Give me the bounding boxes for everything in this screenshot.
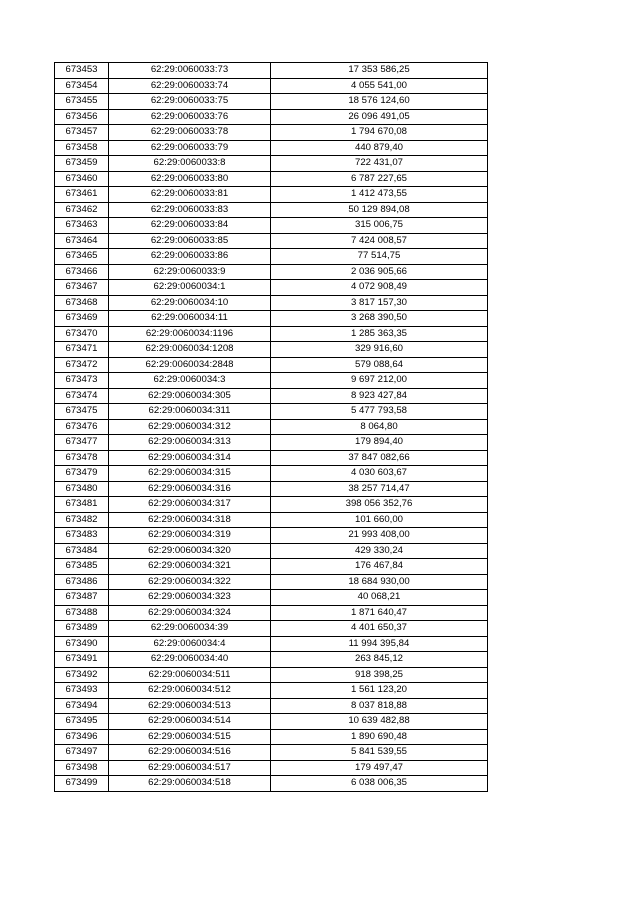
cadastral-number-cell: 62:29:0060033:80 xyxy=(109,171,271,187)
cadastral-number-cell: 62:29:0060034:324 xyxy=(109,605,271,621)
row-number-cell: 673462 xyxy=(55,202,109,218)
table-row xyxy=(55,202,488,218)
cadastral-number-cell: 62:29:0060033:79 xyxy=(109,140,271,156)
table-row xyxy=(55,543,488,559)
table-row xyxy=(55,466,488,482)
table-row xyxy=(55,652,488,668)
table-row xyxy=(55,156,488,172)
row-number-cell: 673498 xyxy=(55,760,109,776)
row-number-cell: 673456 xyxy=(55,109,109,125)
table-row xyxy=(55,404,488,420)
row-number-cell: 673493 xyxy=(55,683,109,699)
row-number-cell: 673484 xyxy=(55,543,109,559)
cadastral-value-cell: 5 841 539,55 xyxy=(271,745,488,761)
cadastral-value-cell: 8 064,80 xyxy=(271,419,488,435)
row-number-cell: 673468 xyxy=(55,295,109,311)
row-number-cell: 673457 xyxy=(55,125,109,141)
cadastral-value-cell: 5 477 793,58 xyxy=(271,404,488,420)
cadastral-number-cell: 62:29:0060033:73 xyxy=(109,63,271,79)
cadastral-value-cell: 1 285 363,35 xyxy=(271,326,488,342)
table-row xyxy=(55,264,488,280)
row-number-cell: 673473 xyxy=(55,373,109,389)
table-row xyxy=(55,388,488,404)
cadastral-value-cell: 11 994 395,84 xyxy=(271,636,488,652)
cadastral-number-cell: 62:29:0060034:313 xyxy=(109,435,271,451)
cadastral-number-cell: 62:29:0060034:40 xyxy=(109,652,271,668)
cadastral-value-cell: 26 096 491,05 xyxy=(271,109,488,125)
cadastral-number-cell: 62:29:0060034:515 xyxy=(109,729,271,745)
row-number-cell: 673467 xyxy=(55,280,109,296)
table-row xyxy=(55,714,488,730)
table-row xyxy=(55,667,488,683)
cadastral-number-cell: 62:29:0060034:517 xyxy=(109,760,271,776)
cadastral-number-cell: 62:29:0060034:11 xyxy=(109,311,271,327)
cadastral-value-cell: 179 894,40 xyxy=(271,435,488,451)
cadastral-number-cell: 62:29:0060034:323 xyxy=(109,590,271,606)
table-row xyxy=(55,311,488,327)
cadastral-value-cell: 18 684 930,00 xyxy=(271,574,488,590)
cadastral-value-cell: 4 072 908,49 xyxy=(271,280,488,296)
cadastral-number-cell: 62:29:0060033:84 xyxy=(109,218,271,234)
row-number-cell: 673488 xyxy=(55,605,109,621)
row-number-cell: 673464 xyxy=(55,233,109,249)
cadastral-value-cell: 429 330,24 xyxy=(271,543,488,559)
cadastral-number-cell: 62:29:0060034:518 xyxy=(109,776,271,792)
cadastral-number-cell: 62:29:0060034:4 xyxy=(109,636,271,652)
row-number-cell: 673478 xyxy=(55,450,109,466)
cadastral-number-cell: 62:29:0060034:514 xyxy=(109,714,271,730)
cadastral-number-cell: 62:29:0060034:319 xyxy=(109,528,271,544)
table-row xyxy=(55,63,488,79)
row-number-cell: 673483 xyxy=(55,528,109,544)
cadastral-value-cell: 179 497,47 xyxy=(271,760,488,776)
cadastral-number-cell: 62:29:0060033:75 xyxy=(109,94,271,110)
row-number-cell: 673494 xyxy=(55,698,109,714)
row-number-cell: 673453 xyxy=(55,63,109,79)
row-number-cell: 673459 xyxy=(55,156,109,172)
table-row xyxy=(55,497,488,513)
cadastral-value-cell: 1 871 640,47 xyxy=(271,605,488,621)
row-number-cell: 673482 xyxy=(55,512,109,528)
cadastral-number-cell: 62:29:0060033:74 xyxy=(109,78,271,94)
table-row xyxy=(55,450,488,466)
table-row xyxy=(55,373,488,389)
cadastral-value-cell: 37 847 082,66 xyxy=(271,450,488,466)
cadastral-number-cell: 62:29:0060034:516 xyxy=(109,745,271,761)
row-number-cell: 673465 xyxy=(55,249,109,265)
cadastral-value-cell: 918 398,25 xyxy=(271,667,488,683)
cadastral-number-cell: 62:29:0060034:321 xyxy=(109,559,271,575)
cadastral-number-cell: 62:29:0060034:318 xyxy=(109,512,271,528)
cadastral-value-cell: 263 845,12 xyxy=(271,652,488,668)
row-number-cell: 673481 xyxy=(55,497,109,513)
cadastral-value-cell: 4 055 541,00 xyxy=(271,78,488,94)
cadastral-number-cell: 62:29:0060033:8 xyxy=(109,156,271,172)
row-number-cell: 673497 xyxy=(55,745,109,761)
cadastral-number-cell: 62:29:0060034:314 xyxy=(109,450,271,466)
row-number-cell: 673499 xyxy=(55,776,109,792)
row-number-cell: 673460 xyxy=(55,171,109,187)
cadastral-number-cell: 62:29:0060033:81 xyxy=(109,187,271,203)
table-row xyxy=(55,140,488,156)
table-row xyxy=(55,729,488,745)
cadastral-number-cell: 62:29:0060034:311 xyxy=(109,404,271,420)
row-number-cell: 673475 xyxy=(55,404,109,420)
row-number-cell: 673490 xyxy=(55,636,109,652)
table-row xyxy=(55,78,488,94)
table-row xyxy=(55,621,488,637)
cadastral-number-cell: 62:29:0060034:305 xyxy=(109,388,271,404)
row-number-cell: 673471 xyxy=(55,342,109,358)
cadastral-value-cell: 6 787 227,65 xyxy=(271,171,488,187)
row-number-cell: 673479 xyxy=(55,466,109,482)
table-row xyxy=(55,435,488,451)
row-number-cell: 673485 xyxy=(55,559,109,575)
cadastral-value-cell: 2 036 905,66 xyxy=(271,264,488,280)
table-row xyxy=(55,590,488,606)
cadastral-number-cell: 62:29:0060034:512 xyxy=(109,683,271,699)
table-row xyxy=(55,512,488,528)
cadastral-value-cell: 329 916,60 xyxy=(271,342,488,358)
cadastral-number-cell: 62:29:0060033:78 xyxy=(109,125,271,141)
cadastral-value-cell: 9 697 212,00 xyxy=(271,373,488,389)
cadastral-value-cell: 101 660,00 xyxy=(271,512,488,528)
cadastral-value-cell: 50 129 894,08 xyxy=(271,202,488,218)
cadastral-number-cell: 62:29:0060034:10 xyxy=(109,295,271,311)
cadastral-value-cell: 6 038 006,35 xyxy=(271,776,488,792)
table-row xyxy=(55,419,488,435)
cadastral-value-cell: 7 424 008,57 xyxy=(271,233,488,249)
cadastral-value-cell: 40 068,21 xyxy=(271,590,488,606)
row-number-cell: 673461 xyxy=(55,187,109,203)
cadastral-number-cell: 62:29:0060034:3 xyxy=(109,373,271,389)
cadastral-value-cell: 1 561 123,20 xyxy=(271,683,488,699)
table-row xyxy=(55,171,488,187)
cadastral-number-cell: 62:29:0060033:76 xyxy=(109,109,271,125)
table-row xyxy=(55,342,488,358)
cadastral-value-cell: 18 576 124,60 xyxy=(271,94,488,110)
cadastral-value-cell: 1 794 670,08 xyxy=(271,125,488,141)
row-number-cell: 673474 xyxy=(55,388,109,404)
row-number-cell: 673470 xyxy=(55,326,109,342)
cadastral-value-cell: 4 030 603,67 xyxy=(271,466,488,482)
cadastral-value-cell: 17 353 586,25 xyxy=(271,63,488,79)
cadastral-number-cell: 62:29:0060034:1 xyxy=(109,280,271,296)
row-number-cell: 673486 xyxy=(55,574,109,590)
table-row xyxy=(55,481,488,497)
cadastral-value-cell: 579 088,64 xyxy=(271,357,488,373)
row-number-cell: 673476 xyxy=(55,419,109,435)
table-row xyxy=(55,249,488,265)
row-number-cell: 673477 xyxy=(55,435,109,451)
row-number-cell: 673487 xyxy=(55,590,109,606)
row-number-cell: 673463 xyxy=(55,218,109,234)
table-row xyxy=(55,295,488,311)
cadastral-value-cell: 3 268 390,50 xyxy=(271,311,488,327)
table-row xyxy=(55,683,488,699)
cadastral-value-cell: 398 056 352,76 xyxy=(271,497,488,513)
row-number-cell: 673458 xyxy=(55,140,109,156)
table-row xyxy=(55,280,488,296)
cadastral-value-cell: 315 006,75 xyxy=(271,218,488,234)
cadastral-number-cell: 62:29:0060034:316 xyxy=(109,481,271,497)
row-number-cell: 673489 xyxy=(55,621,109,637)
table-row xyxy=(55,559,488,575)
cadastral-value-cell: 21 993 408,00 xyxy=(271,528,488,544)
cadastral-value-cell: 38 257 714,47 xyxy=(271,481,488,497)
row-number-cell: 673469 xyxy=(55,311,109,327)
row-number-cell: 673492 xyxy=(55,667,109,683)
table-row xyxy=(55,605,488,621)
cadastral-number-cell: 62:29:0060034:511 xyxy=(109,667,271,683)
table-row xyxy=(55,125,488,141)
table-row xyxy=(55,776,488,792)
table-row xyxy=(55,357,488,373)
cadastral-value-cell: 1 890 690,48 xyxy=(271,729,488,745)
cadastral-value-table xyxy=(54,62,488,792)
table-row xyxy=(55,326,488,342)
cadastral-value-cell: 440 879,40 xyxy=(271,140,488,156)
table-row xyxy=(55,698,488,714)
cadastral-value-cell: 1 412 473,55 xyxy=(271,187,488,203)
cadastral-value-cell: 8 923 427,84 xyxy=(271,388,488,404)
cadastral-number-cell: 62:29:0060034:322 xyxy=(109,574,271,590)
cadastral-number-cell: 62:29:0060034:513 xyxy=(109,698,271,714)
cadastral-number-cell: 62:29:0060034:39 xyxy=(109,621,271,637)
cadastral-number-cell: 62:29:0060034:320 xyxy=(109,543,271,559)
cadastral-number-cell: 62:29:0060033:9 xyxy=(109,264,271,280)
table-row xyxy=(55,528,488,544)
row-number-cell: 673496 xyxy=(55,729,109,745)
table-row xyxy=(55,636,488,652)
cadastral-number-cell: 62:29:0060034:1208 xyxy=(109,342,271,358)
row-number-cell: 673472 xyxy=(55,357,109,373)
table-row xyxy=(55,574,488,590)
row-number-cell: 673495 xyxy=(55,714,109,730)
cadastral-value-cell: 77 514,75 xyxy=(271,249,488,265)
cadastral-value-cell: 3 817 157,30 xyxy=(271,295,488,311)
cadastral-number-cell: 62:29:0060033:83 xyxy=(109,202,271,218)
cadastral-value-cell: 176 467,84 xyxy=(271,559,488,575)
cadastral-number-cell: 62:29:0060034:2848 xyxy=(109,357,271,373)
table-row xyxy=(55,760,488,776)
table-body xyxy=(55,63,488,792)
row-number-cell: 673454 xyxy=(55,78,109,94)
table-row xyxy=(55,218,488,234)
cadastral-value-cell: 722 431,07 xyxy=(271,156,488,172)
cadastral-number-cell: 62:29:0060034:1196 xyxy=(109,326,271,342)
cadastral-number-cell: 62:29:0060034:312 xyxy=(109,419,271,435)
row-number-cell: 673491 xyxy=(55,652,109,668)
table-row xyxy=(55,109,488,125)
cadastral-number-cell: 62:29:0060033:85 xyxy=(109,233,271,249)
table-row xyxy=(55,94,488,110)
cadastral-number-cell: 62:29:0060033:86 xyxy=(109,249,271,265)
cadastral-number-cell: 62:29:0060034:315 xyxy=(109,466,271,482)
cadastral-number-cell: 62:29:0060034:317 xyxy=(109,497,271,513)
cadastral-value-cell: 10 639 482,88 xyxy=(271,714,488,730)
row-number-cell: 673466 xyxy=(55,264,109,280)
cadastral-value-cell: 4 401 650,37 xyxy=(271,621,488,637)
cadastral-value-cell: 8 037 818,88 xyxy=(271,698,488,714)
table-row xyxy=(55,187,488,203)
table-row xyxy=(55,233,488,249)
table-row xyxy=(55,745,488,761)
row-number-cell: 673455 xyxy=(55,94,109,110)
row-number-cell: 673480 xyxy=(55,481,109,497)
